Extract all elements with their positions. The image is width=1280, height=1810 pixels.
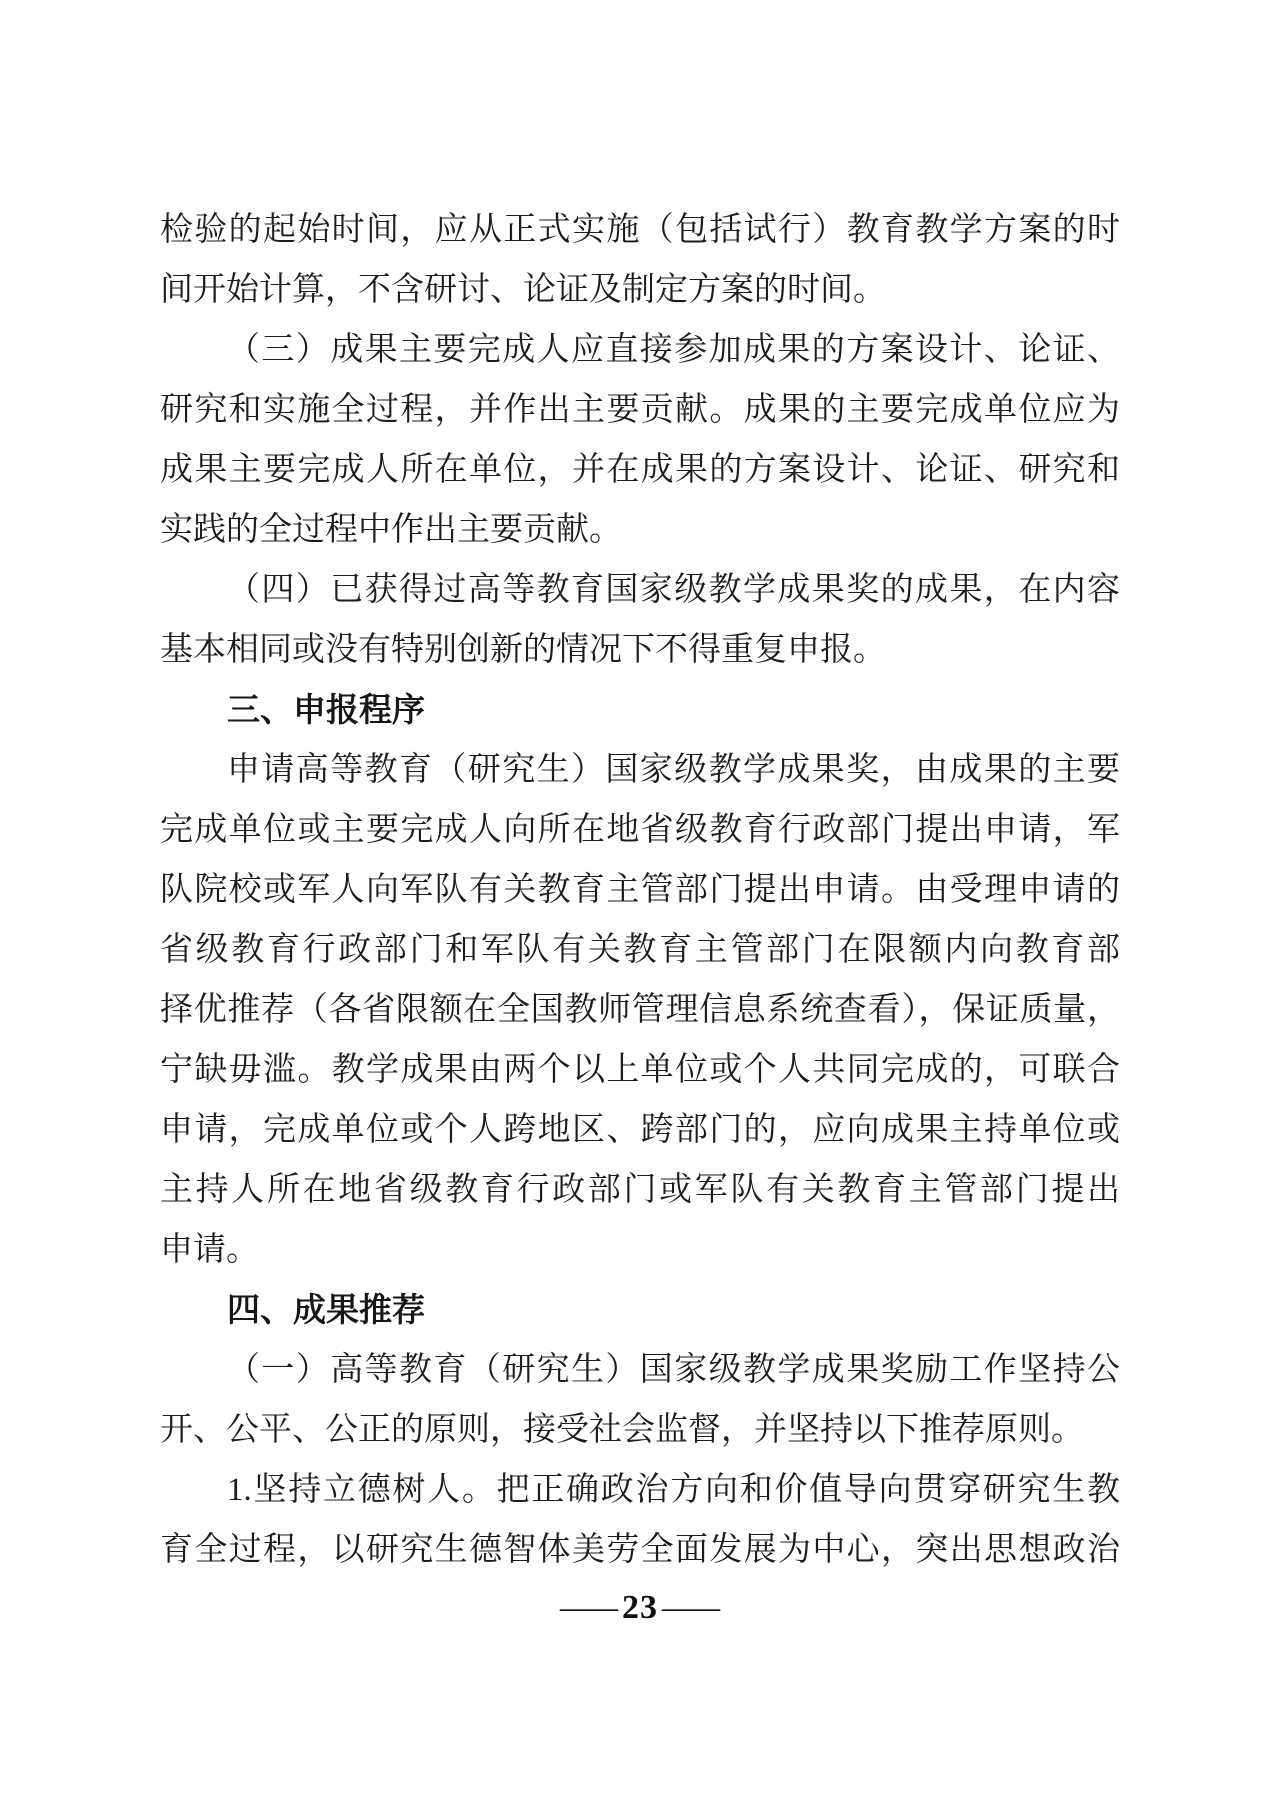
body-line: 育全过程，以研究生德智体美劳全面发展为中心，突出思想政治: [160, 1532, 1120, 1568]
body-line: 基本相同或没有特别创新的情况下不得重复申报。: [160, 632, 886, 668]
page-number: 23: [622, 1589, 658, 1626]
body-line: 申请。: [160, 1232, 259, 1268]
body-line: （三）成果主要完成人应直接参加成果的方案设计、论证、: [227, 332, 1120, 368]
body-line: 省级教育行政部门和军队有关教育主管部门在限额内向教育部: [160, 932, 1120, 968]
text-block: [160, 200, 1120, 1580]
body-line: 1.坚持立德树人。把正确政治方向和价值导向贯穿研究生教: [227, 1472, 1120, 1508]
body-line: 研究和实施全过程，并作出主要贡献。成果的主要完成单位应为: [160, 392, 1120, 428]
page-number-dash-right: —: [662, 1589, 720, 1626]
body-line: 主持人所在地省级教育行政部门或军队有关教育主管部门提出: [160, 1172, 1120, 1208]
page-number-dash-left: —: [560, 1589, 618, 1626]
body-line: 队院校或军人向军队有关教育主管部门提出申请。由受理申请的: [160, 872, 1120, 908]
body-line: 申请，完成单位或个人跨地区、跨部门的，应向成果主持单位或: [160, 1112, 1120, 1148]
page-footer: [0, 1588, 1280, 1628]
body-line: （四）已获得过高等教育国家级教学成果奖的成果，在内容: [227, 572, 1120, 608]
body-line: （一）高等教育（研究生）国家级教学成果奖励工作坚持公: [227, 1352, 1120, 1388]
body-line: 完成单位或主要完成人向所在地省级教育行政部门提出申请，军: [160, 812, 1120, 848]
body-line: 择优推荐（各省限额在全国教师管理信息系统查看），保证质量，: [160, 992, 1120, 1028]
body-line: 间开始计算，不含研讨、论证及制定方案的时间。: [160, 272, 886, 308]
section-heading: 三、申报程序: [227, 691, 425, 728]
body-line: 实践的全过程中作出主要贡献。: [160, 512, 622, 548]
section-heading: 四、成果推荐: [227, 1291, 425, 1328]
body-line: 开、公平、公正的原则，接受社会监督，并坚持以下推荐原则。: [160, 1412, 1084, 1448]
body-line: 检验的起始时间，应从正式实施（包括试行）教育教学方案的时: [160, 212, 1120, 248]
body-line: 成果主要完成人所在单位，并在成果的方案设计、论证、研究和: [160, 452, 1120, 488]
body-line: 宁缺毋滥。教学成果由两个以上单位或个人共同完成的，可联合: [160, 1052, 1120, 1088]
body-line: 申请高等教育（研究生）国家级教学成果奖，由成果的主要: [227, 752, 1120, 788]
